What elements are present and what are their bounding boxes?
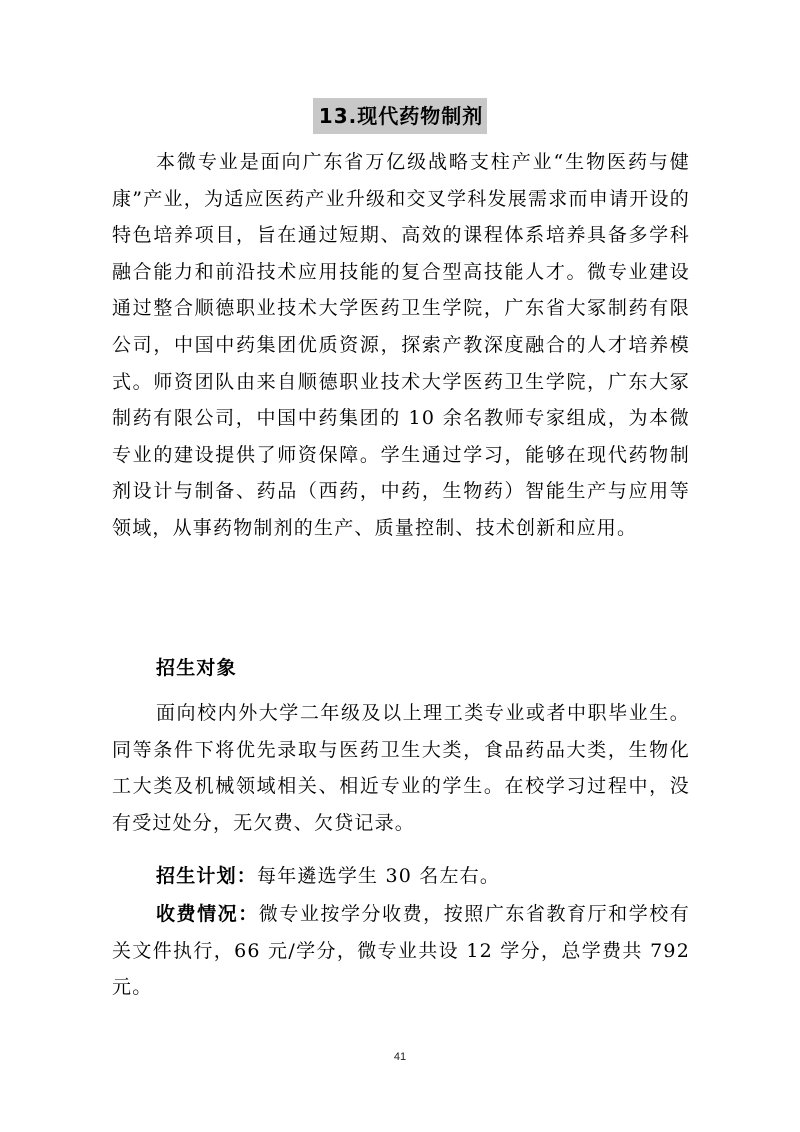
recruitment-heading: 招生对象	[156, 657, 237, 679]
intro-paragraph: 本微专业是面向广东省万亿级战略支柱产业“生物医药与健康”产业，为适应医药产业升级和交叉学科发展需求而申请开设的特色培养项目，旨在通过短期、高效的课程体系培养具备多学科融合能力和前沿技术应用技能的复合型高技能人才。微专业建设通过整合顺德职业技术大学医药卫生学院，广东省大冢制药有限公司，中国中药集团优质资源，探索产教深度融合的人才培养模式。师资团队由来自顺德职业技术大学医药卫生学院，广东大冢制药有限公司，中国中药集团的 10 余名教师专家组成，为本微专业的建设提供了师资保障。学生通过学习，能够在现代药物制剂设计与制备、药品（西药，中药，生物药）智能生产与应用等领域，从事药物制剂的生产、质量控制、技术创新和应用。	[112, 151, 690, 539]
fee-paragraph	[112, 896, 690, 1006]
fee-label: 收费情况：	[156, 903, 259, 925]
recruitment-paragraph: 面向校内外大学二年级及以上理工类专业或者中职毕业生。同等条件下将优先录取与医药卫生大类，食品药品大类，生物化工大类及机械领域相关、相近专业的学生。在校学习过程中，没有受过处分，无欠费、欠贷记录。	[112, 702, 690, 834]
section-title: 13.现代药物制剂	[313, 98, 487, 134]
plan-paragraph	[112, 858, 690, 895]
fee-text: 微专业按学分收费，按照广东省教育厅和学校有关文件执行，66 元/学分，微专业共设 12 学分，总学费共 792 元。	[112, 903, 690, 999]
plan-label: 招生计划：	[156, 865, 258, 887]
page-number: 41	[393, 1051, 407, 1063]
plan-text: 每年遴选学生 30 名左右。	[257, 865, 501, 887]
title-wrapper	[0, 98, 800, 134]
